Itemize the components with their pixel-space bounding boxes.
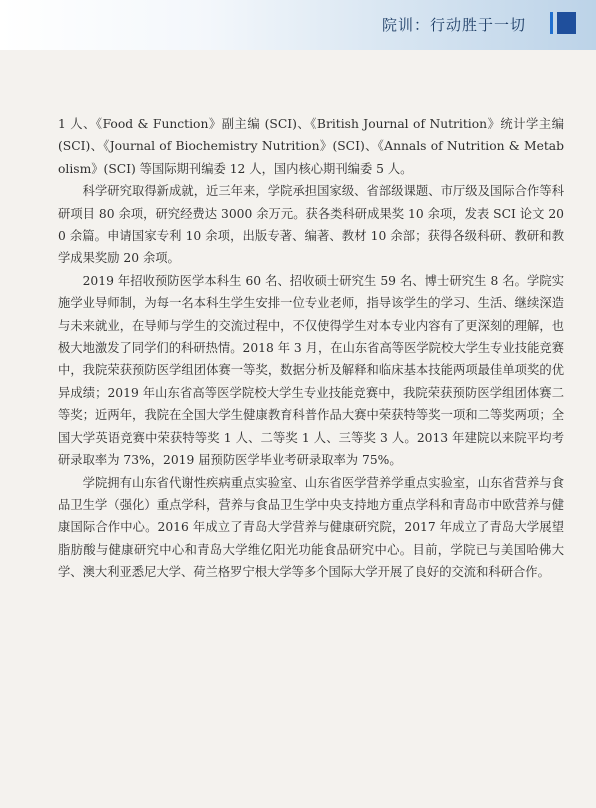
college-motto: 院训：行动胜于一切	[381, 16, 526, 34]
page-header	[0, 0, 596, 50]
article-body	[58, 113, 564, 584]
paragraph-labs-cooperation: 学院拥有山东省代谢性疾病重点实验室、山东省医学营养学重点实验室，山东省营养与食品卫生学（强化）重点学科，营养与食品卫生学中央支持地方重点学科和青岛市中欧营养与健康国际合作中心。2016 年成立了青岛大学营养与健康研究院，2017 年成立了青岛大学展望脂肪酸与健康研究中心和青岛大学维亿阳光功能食品研究中心。目前，学院已与美国哈佛大学、澳大利亚悉尼大学、荷兰格罗宁根大学等多个国际大学开展了良好的交流和科研合作。	[58, 475, 564, 580]
paragraph-students-awards: 2019 年招收预防医学本科生 60 名、招收硕士研究生 59 名、博士研究生 8 名。学院实施学业导师制，为每一名本科生学生安排一位专业老师，指导该学生的学习、生活、继续深造与未来就业，在导师与学生的交流过程中，不仅使得学生对本专业内容有了更深刻的理解，也极大地激发了同学们的科研热情。2018 年 3 月，在山东省高等医学院校大学生专业技能竞赛中，我院荣获预防医学组团体赛一等奖，数据分析及解释和临床基本技能两项最佳单项奖的优异成绩；2019 年山东省高等医学院校大学生专业技能竞赛中，我院荣获预防医学组团体赛二等奖；近两年，我院在全国大学生健康教育科普作品大赛中荣获特等奖一项和二等奖两项；全国大学英语竞赛中荣获特等奖 1 人、二等奖 1 人、三等奖 3 人。2013 年建院以来院平均考研录取率为 73%，2019 届预防医学毕业考研录取率为 75%。	[58, 273, 564, 468]
decoration-thin-bar	[550, 12, 553, 34]
decoration-thick-bar	[557, 12, 576, 34]
paragraph-research-achievements: 科学研究取得新成就，近三年来，学院承担国家级、省部级课题、市厅级及国际合作等科研项目 80 余项，研究经费达 3000 余万元。获各类科研成果奖 10 余项，发表 SCI 论文 200 余篇。申请国家专利 10 余项，出版专著、编著、教材 10 余部；获得各级科研、教研和教学成果奖励 20 余项。	[58, 184, 564, 266]
header-decoration-bars	[550, 12, 580, 34]
paragraph-editorial-board: 1 人、《Food & Function》副主编 (SCI)、《British Journal of Nutrition》统计学主编 (SCI)、《Journal of Biochemistry Nutrition》(SCI)、《Annals of Nutrition & Metabolism》(SCI) 等国际期刊编委 12 人，国内核心期刊编委 5 人。	[58, 117, 564, 176]
